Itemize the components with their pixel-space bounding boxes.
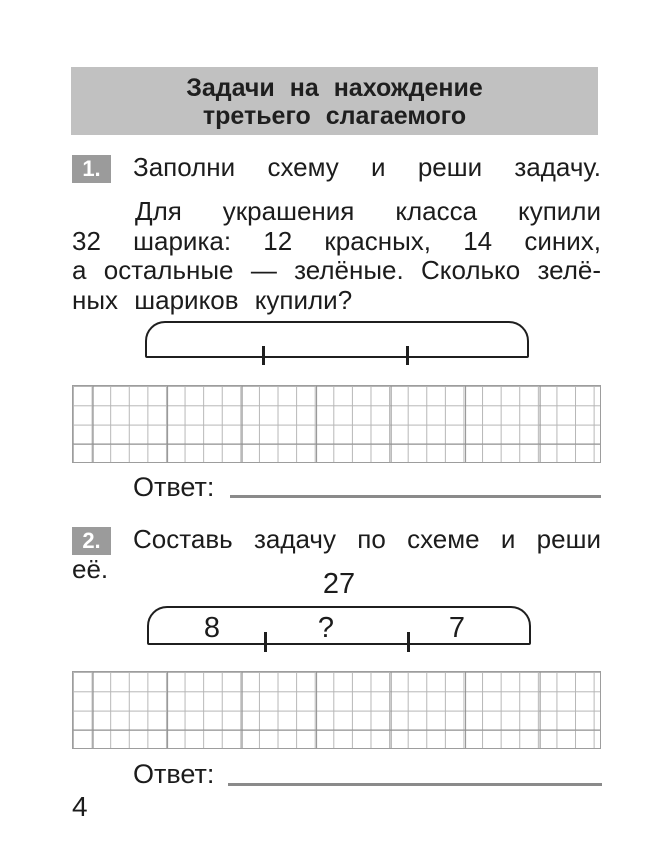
problem-line: а остальные — зелёные. Сколько зелё- (72, 255, 601, 285)
problem-line: ных шариков купили? (72, 284, 353, 315)
task1-answer-label: Ответ: (133, 472, 215, 502)
task2-squared-work-area (72, 671, 601, 749)
scheme-divider-tick (406, 346, 409, 365)
section-title-banner (71, 67, 598, 135)
scheme-part-value: 8 (203, 612, 221, 644)
task2-instruction-line-2: её. (72, 554, 109, 584)
section-title-line-2: третьего слагаемого (202, 102, 467, 130)
task1-squared-work-area (72, 385, 601, 463)
problem-line: 32 шарика: 12 красных, 14 синих, (72, 225, 601, 256)
problem-line: Для украшения класса купили (135, 196, 601, 226)
task1-answer-blank-line (230, 495, 601, 498)
task1-number-badge: 1. (72, 155, 111, 183)
task2-answer-blank-line (228, 783, 602, 786)
task2-part-whole-scheme (147, 606, 531, 645)
task2-number-badge: 2. (72, 527, 111, 555)
page-number: 4 (72, 791, 88, 822)
task1-part-whole-scheme (145, 321, 529, 358)
scheme-part-value: 7 (448, 612, 466, 644)
task1-problem-text (72, 197, 601, 315)
task2-answer-label: Ответ: (133, 759, 215, 789)
section-title-line-1: Задачи на нахождение (186, 74, 483, 102)
scheme-divider-tick (262, 346, 265, 365)
task2-instruction-line-1: Составь задачу по схеме и реши (133, 524, 601, 554)
task2-scheme-total: 27 (322, 568, 356, 600)
scheme-divider-tick (407, 632, 410, 652)
scheme-part-value: ? (317, 612, 335, 644)
task1-instruction: Заполни схему и реши задачу. (133, 152, 601, 182)
scheme-divider-tick (264, 632, 267, 652)
